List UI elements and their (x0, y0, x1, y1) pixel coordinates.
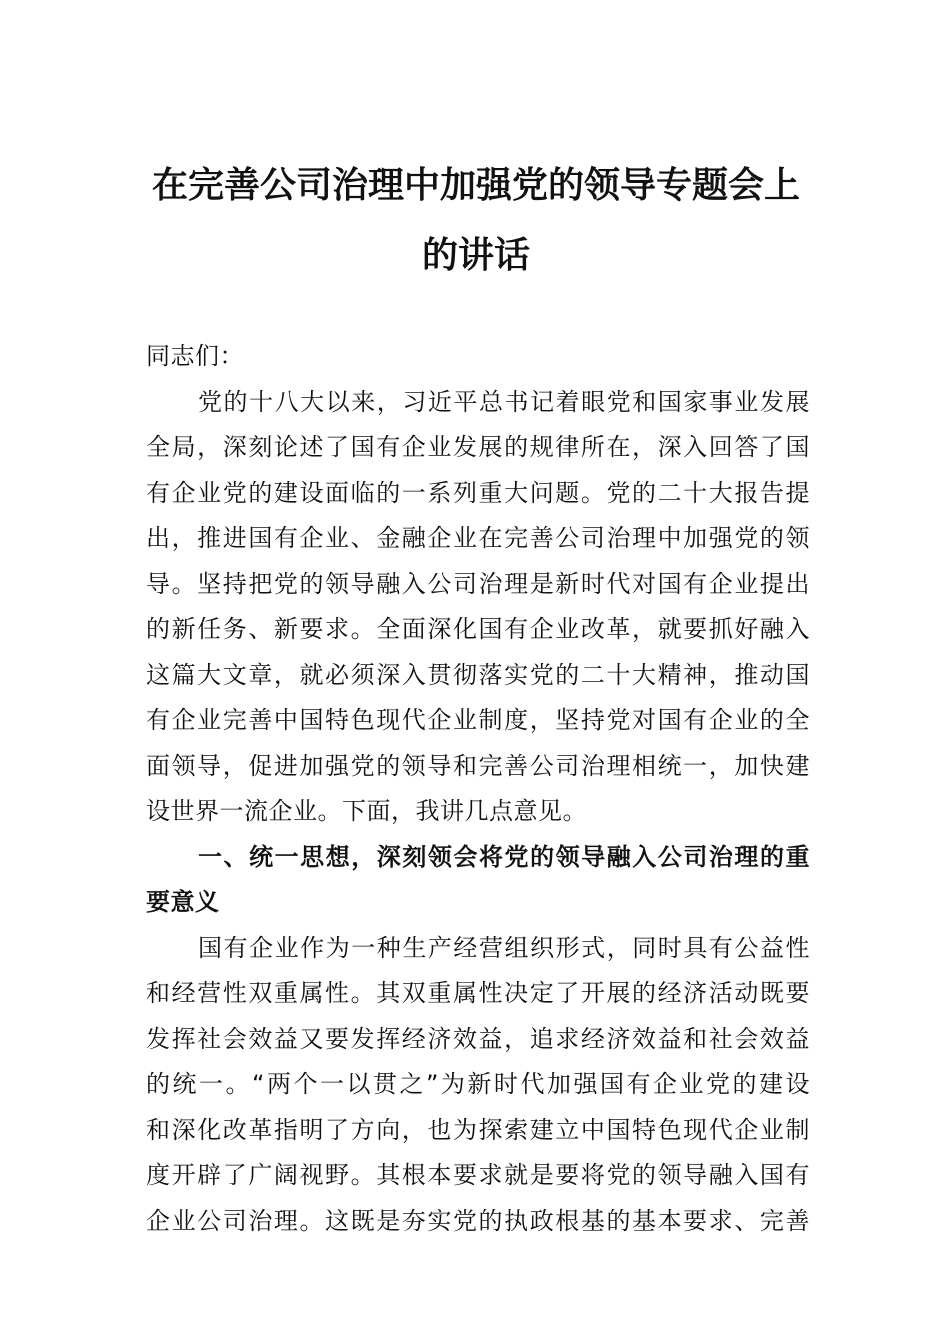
document-title-line-1: 在完善公司治理中加强党的领导专题会上 (151, 164, 800, 206)
document-title-line-2: 的讲话 (421, 234, 530, 276)
body-text-line: 的新任务、新要求。全面深化国有企业改革，就要抓好融入 (146, 615, 810, 643)
body-text-line: 全局，深刻论述了国有企业发展的规律所在，深入回答了国 (146, 433, 810, 461)
body-text-line: 有企业完善中国特色现代企业制度，坚持党对国有企业的全 (146, 706, 810, 734)
body-text-line: 设世界一流企业。下面，我讲几点意见。 (146, 797, 587, 825)
body-text-line: 和经营性双重属性。其双重属性决定了开展的经济活动既要 (146, 979, 810, 1007)
body-text-line: 度开辟了广阔视野。其根本要求就是要将党的领导融入国有 (146, 1161, 810, 1189)
body-text-line: 发挥社会效益又要发挥经济效益，追求经济效益和社会效益 (146, 1024, 810, 1053)
section-heading-line: 一、统一思想，深刻领会将党的领导融入公司治理的重 (198, 842, 810, 871)
body-text-line: 面领导，促进加强党的领导和完善公司治理相统一，加快建 (146, 751, 810, 780)
body-text-line: 的统一。“两个一以贯之”为新时代加强国有企业党的建设 (146, 1070, 810, 1098)
body-text-line: 国有企业作为一种生产经营组织形式，同时具有公益性 (198, 933, 810, 962)
body-text-line: 党的十八大以来，习近平总书记着眼党和国家事业发展 (198, 387, 810, 416)
body-text-line: 和深化改革指明了方向，也为探索建立中国特色现代企业制 (146, 1115, 810, 1144)
section-heading-line: 要意义 (146, 888, 220, 916)
body-text-line: 导。坚持把党的领导融入公司治理是新时代对国有企业提出 (146, 569, 810, 598)
body-text-line: 企业公司治理。这既是夯实党的执政根基的基本要求、完善 (146, 1206, 810, 1235)
body-text-line: 这篇大文章，就必须深入贯彻落实党的二十大精神，推动国 (146, 660, 810, 689)
document-body (146, 334, 810, 1244)
body-text-line: 有企业党的建设面临的一系列重大问题。党的二十大报告提 (146, 478, 810, 507)
body-text-line: 出，推进国有企业、金融企业在完善公司治理中加强党的领 (146, 524, 810, 552)
salutation: 同志们： (146, 342, 244, 370)
